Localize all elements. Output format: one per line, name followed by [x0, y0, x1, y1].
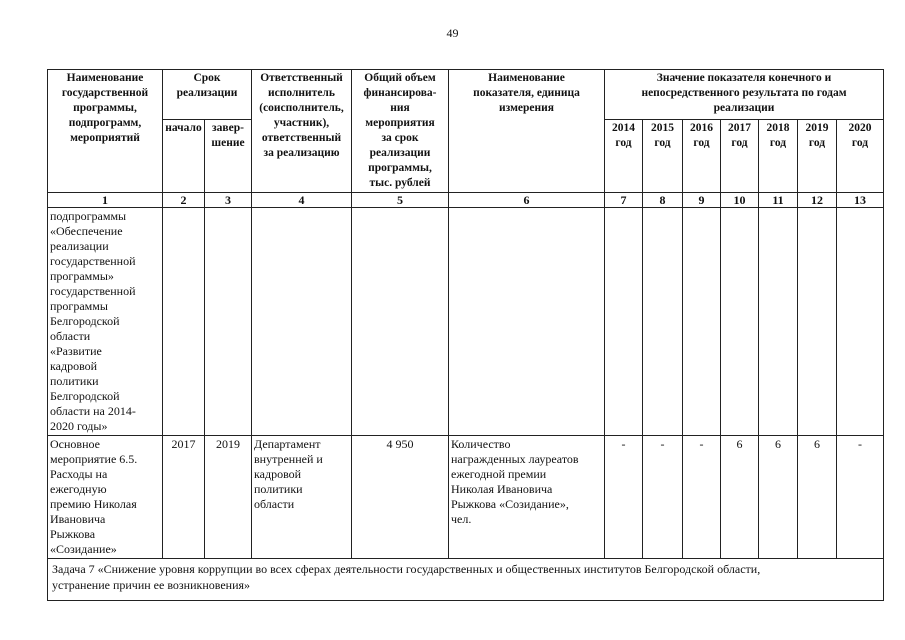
column-number: 4	[252, 193, 352, 208]
subprogram-name-cell: подпрограммы «Обеспечение реализации государственной программы» государственной программы Белгородской области «Развитие кадровой политики Белгородской области на 2014- 2020 годы»	[48, 208, 163, 436]
header-year-2015: 2015 год	[643, 119, 683, 192]
header-year-2014: 2014 год	[605, 119, 643, 192]
column-number: 11	[759, 193, 798, 208]
funding-cell: 4 950	[352, 436, 449, 559]
column-number: 5	[352, 193, 449, 208]
column-number: 13	[837, 193, 884, 208]
header-end: завер- шение	[205, 119, 252, 192]
measure-name-cell: Основное мероприятие 6.5. Расходы на ежегодную премию Николая Ивановича Рыжкова «Созидание»	[48, 436, 163, 559]
empty-cell	[643, 208, 683, 436]
value-2020-cell: -	[837, 436, 884, 559]
task-text-cell: Задача 7 «Снижение уровня коррупции во всех сферах деятельности государственных и общественных институтов Белгородской области, устранение причин ее возникновения»	[48, 559, 884, 601]
empty-cell	[252, 208, 352, 436]
empty-cell	[352, 208, 449, 436]
header-year-2017: 2017 год	[721, 119, 759, 192]
program-table	[47, 69, 884, 601]
column-number: 6	[449, 193, 605, 208]
empty-cell	[759, 208, 798, 436]
header-start: начало	[163, 119, 205, 192]
header-year-2018: 2018 год	[759, 119, 798, 192]
column-number: 2	[163, 193, 205, 208]
header-funding: Общий объем финансирова- ния мероприятия за срок реализации программы, тыс. рублей	[352, 70, 449, 193]
page-number: 49	[446, 26, 459, 40]
empty-cell	[798, 208, 837, 436]
value-2015-cell: -	[643, 436, 683, 559]
column-number: 8	[643, 193, 683, 208]
empty-cell	[837, 208, 884, 436]
header-year-2019: 2019 год	[798, 119, 837, 192]
value-2016-cell: -	[683, 436, 721, 559]
value-2019-cell: 6	[798, 436, 837, 559]
column-number: 9	[683, 193, 721, 208]
responsible-cell: Департамент внутренней и кадровой политики области	[252, 436, 352, 559]
empty-cell	[683, 208, 721, 436]
header-responsible: Ответственный исполнитель (соисполнитель, участник), ответственный за реализацию	[252, 70, 352, 193]
header-term: Срок реализации	[163, 70, 252, 120]
table-row	[48, 208, 884, 436]
column-number-row	[48, 193, 884, 208]
empty-cell	[721, 208, 759, 436]
header-values: Значение показателя конечного и непосредственного результата по годам реализации	[605, 70, 884, 120]
end-year-cell: 2019	[205, 436, 252, 559]
column-number: 7	[605, 193, 643, 208]
indicator-cell: Количество награжденных лауреатов ежегодной премии Николая Ивановича Рыжкова «Созидание», чел.	[449, 436, 605, 559]
table-row	[48, 436, 884, 559]
empty-cell	[605, 208, 643, 436]
column-number: 3	[205, 193, 252, 208]
empty-cell	[205, 208, 252, 436]
value-2017-cell: 6	[721, 436, 759, 559]
header-program-name: Наименование государственной программы, подпрограмм, мероприятий	[48, 70, 163, 193]
column-number: 12	[798, 193, 837, 208]
empty-cell	[449, 208, 605, 436]
column-number: 1	[48, 193, 163, 208]
header-year-2020: 2020 год	[837, 119, 884, 192]
empty-cell	[163, 208, 205, 436]
column-number: 10	[721, 193, 759, 208]
start-year-cell: 2017	[163, 436, 205, 559]
task-row	[48, 559, 884, 601]
header-year-2016: 2016 год	[683, 119, 721, 192]
header-indicator: Наименование показателя, единица измерения	[449, 70, 605, 193]
value-2014-cell: -	[605, 436, 643, 559]
value-2018-cell: 6	[759, 436, 798, 559]
